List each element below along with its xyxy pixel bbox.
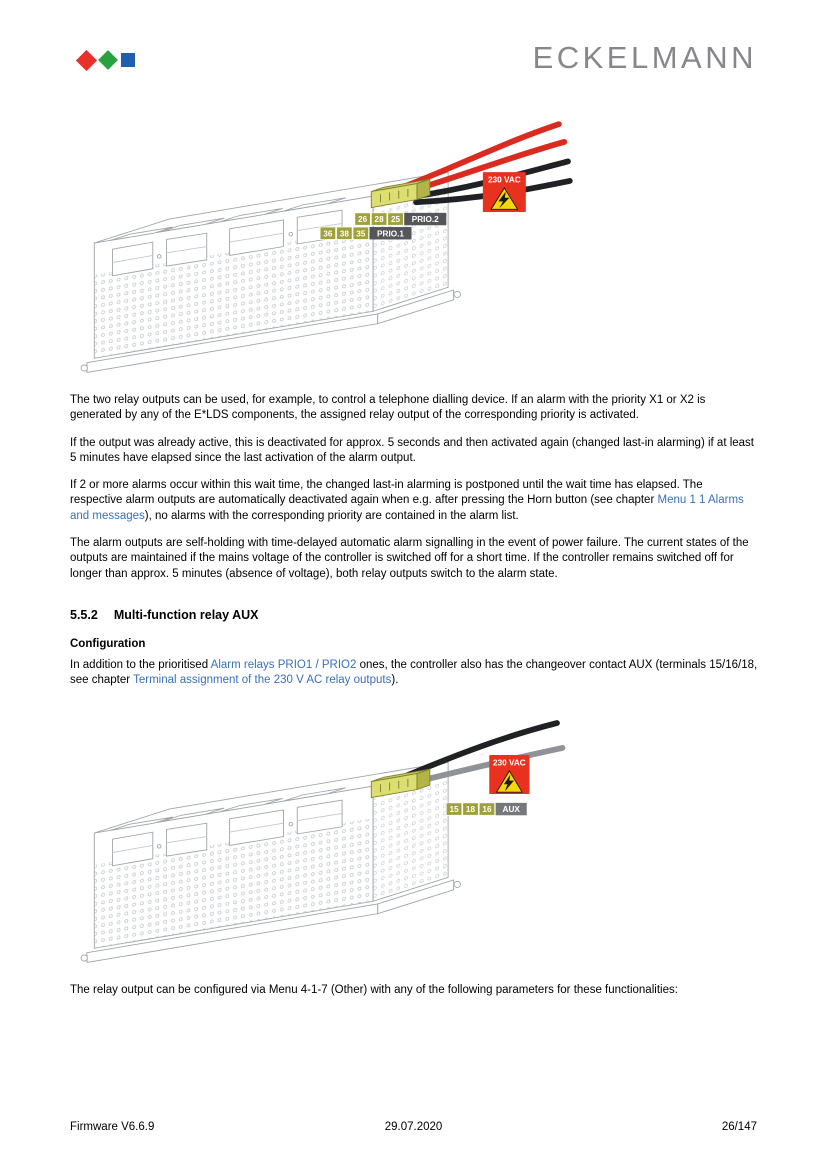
logo-red-diamond [76,50,97,71]
paragraph-relay-configuration: The relay output can be configured via Menu 4-1-7 (Other) with any of the following parameters for these functionalities: [70,984,678,997]
section-number: 5.5.2 [70,607,98,622]
figure-prio-relays [76,110,758,381]
link-terminal-assignment[interactable]: Terminal assignment of the 230 V AC relay outputs [133,674,392,687]
logo-green-diamond [98,50,118,70]
footer-date: 29.07.2020 [384,1121,443,1133]
voltage-warning-badge [489,755,529,794]
configuration-heading: Configuration [70,637,146,650]
section-title: Multi-function relay AUX [113,607,259,622]
brand-wordmark: ECKELMANN [532,40,757,75]
terminal-labels-prio1 [320,227,411,239]
terminal-cell-label: 38 [339,229,349,239]
relay-name-label: PRIO.1 [377,229,404,239]
section-heading [70,608,758,622]
voltage-warning-badge [483,172,526,212]
terminal-cell-label: 15 [449,805,459,815]
paragraph-text: ), no alarms with the corresponding priority are contained in the alarm list. [144,509,519,522]
footer-firmware-version: Firmware V6.6.9 [70,1121,155,1133]
footer-page-number: 26/147 [721,1121,757,1133]
terminal-cell-label: 36 [323,229,333,239]
link-menu-1-1-alarms[interactable]: Menu 1 1 Alarms and messages [70,494,744,522]
company-logo [74,44,138,78]
paragraph-configuration [70,658,758,689]
relay-name-label: AUX [502,805,520,815]
relay-name-label: PRIO.2 [411,215,439,225]
paragraph-text: In addition to the prioritised [70,658,211,671]
paragraph-text: If 2 or more alarms occur within this wait time, the changed last-in alarming is postponed until the wait time has elapsed. The respective alarm outputs are automatically deactivated again when e.g. after pressing the Horn button (see chapter [70,479,703,507]
terminal-cell-label: 25 [390,215,401,225]
prio-relay-illustration [76,110,588,376]
paragraph-output-active: If the output was already active, this is deactivated for approx. 5 seconds and then activated again (changed last-in alarming) if at least 5 minutes have elapsed since the last activation of the alarm output. [70,436,755,464]
logo-blue-square [121,53,135,67]
paragraph-text: ones, the controller also has the changeover contact AUX (terminals 15/16/18, see chapter [70,658,758,687]
paragraph-wait-time [70,478,758,524]
link-alarm-relays-prio[interactable]: Alarm relays PRIO1 / PRIO2 [210,658,357,671]
terminal-cell-label: 26 [358,215,368,225]
terminal-labels-prio2 [355,213,446,225]
paragraph-text: ). [391,674,399,687]
terminal-cell-label: 16 [482,805,492,815]
aux-relay-illustration [76,700,588,966]
paragraph-relay-usage: The two relay outputs can be used, for example, to control a telephone dialling device. If an alarm with the priority X1 or X2 is generated by any of the E*LDS components, the assigned relay output of the corresponding priority is activated. [70,394,706,422]
terminal-cell-label: 35 [356,229,366,239]
page-content [70,106,758,1011]
terminal-cell-label: 18 [465,805,476,815]
terminal-cell-label: 28 [374,215,384,225]
page-footer [70,1121,757,1133]
page-header [72,40,757,92]
paragraph-self-holding: The alarm outputs are self-holding with time-delayed automatic alarm signalling in the event of power failure. The current states of the outputs are maintained if the mains voltage of the controller is switched off for a short time. If the controller remains switched off for longer than approx. 5 minutes (absence of voltage), both relay outputs switch to the alarm state. [70,536,749,580]
red-cable-1 [405,124,559,186]
terminal-labels-aux [446,803,526,815]
voltage-badge-label: 230 VAC [493,759,526,768]
figure-aux-relay [76,700,758,971]
voltage-badge-label: 230 VAC [487,175,521,185]
